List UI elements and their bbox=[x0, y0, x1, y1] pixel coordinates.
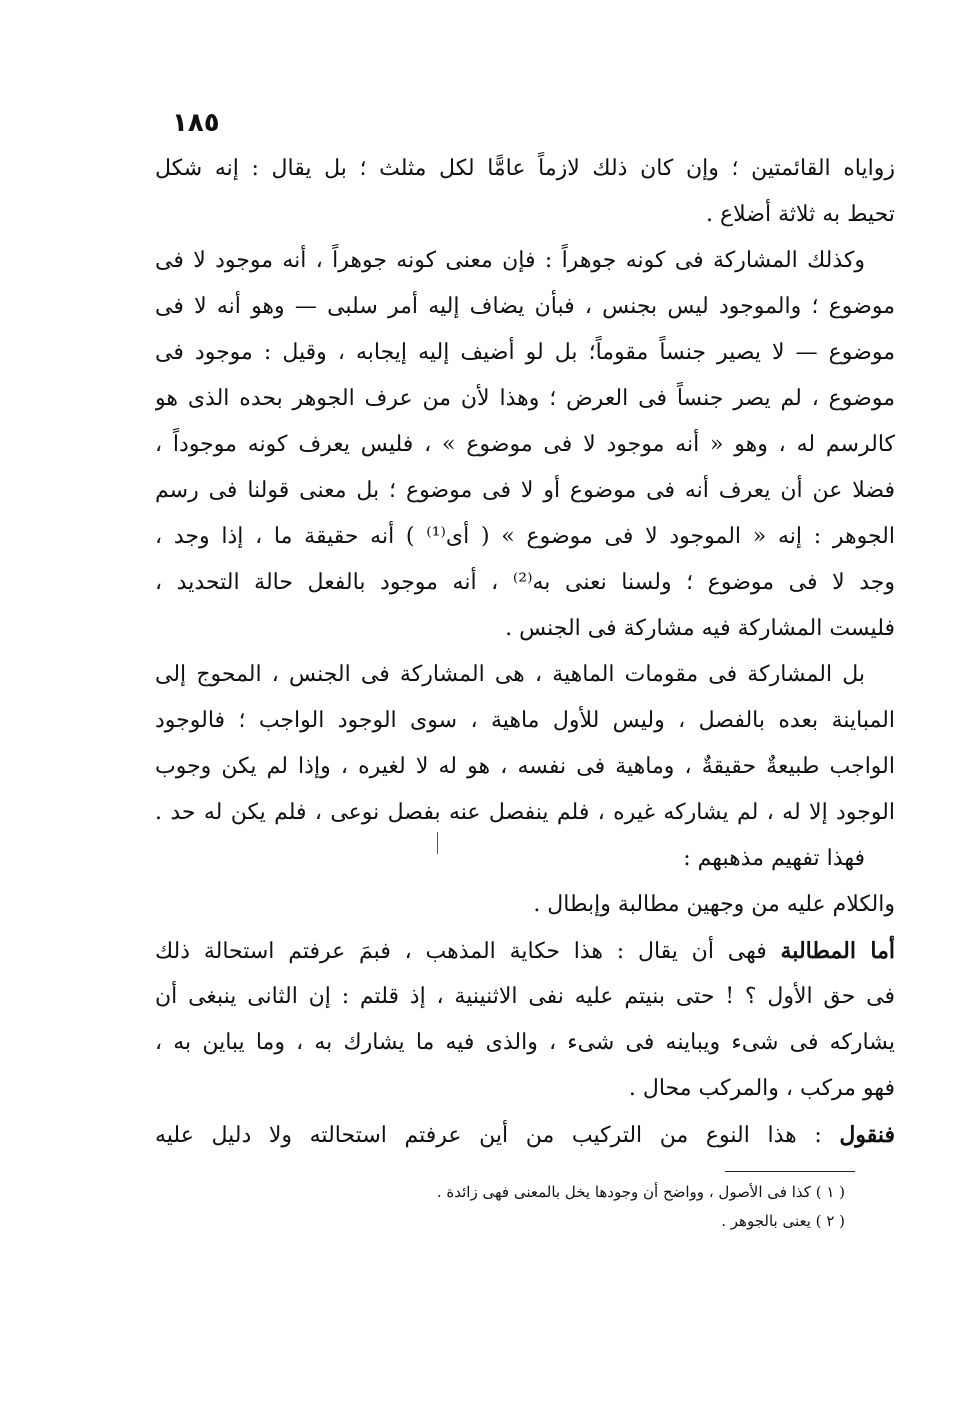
text-line: فليست المشاركة فيه مشاركة فى الجنس . bbox=[505, 616, 895, 641]
main-text-section-1 bbox=[155, 146, 895, 836]
paragraph-start-line: وكذلك المشاركة فى كونه جوهراً : فإن معنى كونه جوهراً ، أنه موجود لا فى bbox=[155, 248, 865, 273]
text-line: وجد لا فى موضوع ؛ ولسنا نعنى به⁽²⁾ ، أنه موجود بالفعل حالة التحديد ، bbox=[155, 570, 895, 595]
bold-lead-word: أما المطالبة bbox=[780, 938, 895, 964]
paragraph-start-line bbox=[155, 1112, 895, 1158]
footnote: ( ١ ) كذا فى الأصول ، وواضح أن وجودها يخل بالمعنى فهى زائدة . bbox=[436, 1183, 845, 1201]
text-line: الوجود إلا له ، لم يشاركه غيره ، فلم ينفصل عنه بفصل نوعى ، فلم يكن له حد . bbox=[155, 800, 895, 825]
text-line: فهو مركب ، والمركب محال . bbox=[628, 1076, 895, 1101]
text-line: تحيط به ثلاثة أضلاع . bbox=[706, 202, 895, 227]
text-line: فضلا عن أن يعرف أنه فى موضوع أو لا فى موضوع ؛ بل معنى قولنا فى رسم bbox=[155, 478, 895, 503]
footnote-divider bbox=[725, 1171, 855, 1172]
text-line: كالرسم له ، وهو « أنه موجود لا فى موضوع » ، فليس يعرف كونه موجوداً ، bbox=[155, 432, 895, 457]
bold-lead-word: فنقول bbox=[839, 1122, 895, 1148]
text-line: الجوهر : إنه « الموجود لا فى موضوع » ( أى⁽¹⁾ ) أنه حقيقة ما ، إذا وجد ، bbox=[155, 524, 895, 549]
text-line: المباينة بعده بالفصل ، وليس للأول ماهية ، سوى الوجود الواجب ؛ فالوجود bbox=[155, 708, 895, 733]
text-span: : هذا النوع من التركيب من أين عرفتم استحالته ولا دليل عليه bbox=[155, 1123, 840, 1148]
text-span: فهى أن يقال : هذا حكاية المذهب ، فبمَ عرفتم استحالة ذلك bbox=[155, 939, 781, 964]
footnotes bbox=[285, 1178, 845, 1236]
main-text-section-2 bbox=[155, 836, 895, 1158]
text-line: فى حق الأول ؟ ! حتى بنيتم عليه نفى الاثنينية ، إذ قلتم : إن الثانى ينبغى أن bbox=[155, 984, 895, 1009]
text-line: والكلام عليه من وجهين مطالبة وإبطال . bbox=[533, 892, 895, 917]
text-line: موضوع ، لم يصر جنساً فى العرض ؛ وهذا لأن من عرف الجوهر بحده الذى هو bbox=[155, 386, 895, 411]
paragraph-start-line: بل المشاركة فى مقومات الماهية ، هى المشاركة فى الجنس ، المحوج إلى bbox=[155, 662, 865, 687]
text-line: زواياه القائمتين ؛ وإن كان ذلك لازماً عامًّا لكل مثلث ؛ بل يقال : إنه شكل bbox=[155, 156, 895, 181]
text-line: فهذا تفهيم مذهبهم : bbox=[683, 846, 865, 871]
text-line: موضوع ؛ والموجود ليس بجنس ، فبأن يضاف إليه أمر سلبى — وهو أنه لا فى bbox=[155, 294, 895, 319]
text-line: الواجب طبيعةٌ حقيقةٌ ، وماهية فى نفسه ، هو له لا لغيره ، وإذا لم يكن وجوب bbox=[155, 754, 895, 779]
paragraph-start-line bbox=[155, 928, 895, 974]
page-number: ١٨٥ bbox=[172, 108, 220, 138]
text-line: يشاركه فى شىء ويباينه فى شىء ، والذى فيه ما يشارك به ، وما يباين به ، bbox=[155, 1030, 895, 1055]
text-line: موضوع — لا يصير جنساً مقوماً؛ بل لو أضيف إليه إيجابه ، وقيل : موجود فى bbox=[155, 340, 895, 365]
footnote: ( ٢ ) يعنى بالجوهر . bbox=[721, 1212, 845, 1230]
